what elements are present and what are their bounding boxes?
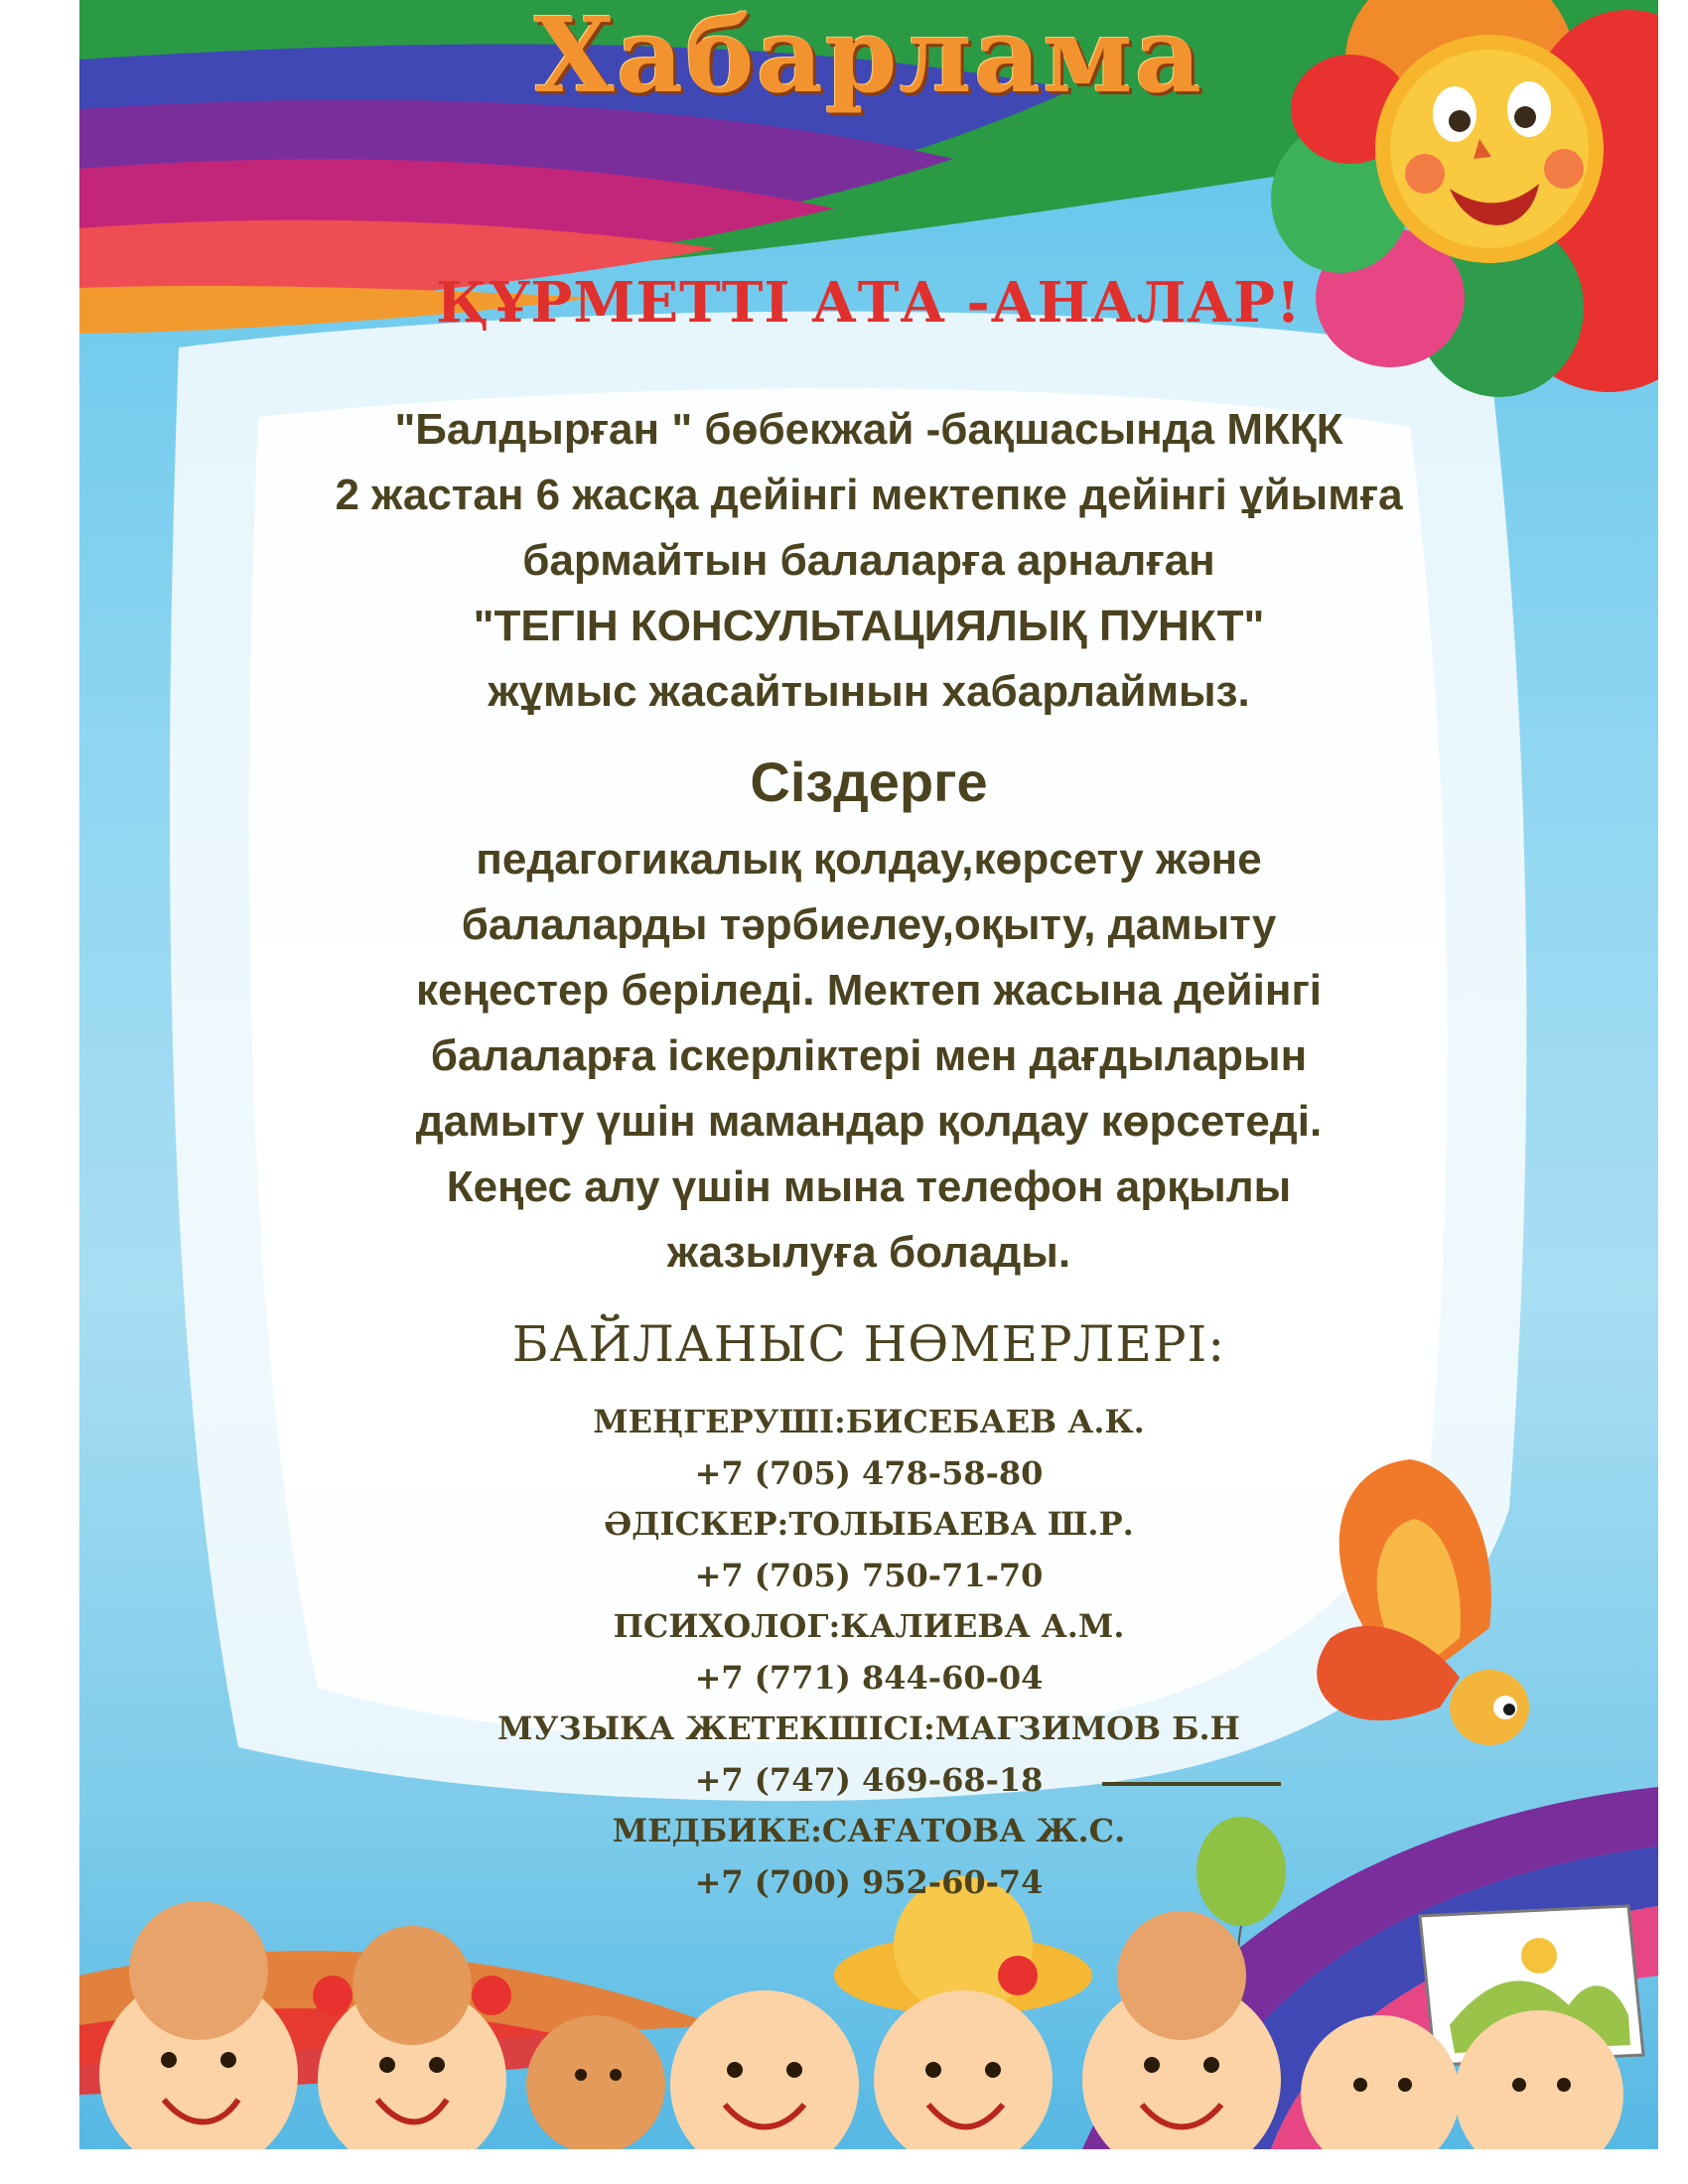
intro-line: "Балдырған " бөбекжай -бақшасында МКҚК: [394, 405, 1343, 454]
intro-line: 2 жастан 6 жасқа дейінгі мектепке дейінгі ұйымға: [335, 471, 1403, 519]
contact-role: МЕҢГЕРУШІ:БИСЕБАЕВ А.К.: [593, 1403, 1145, 1440]
poster: [79, 0, 1658, 2149]
contact-role: МУЗЫКА ЖЕТЕКШІСІ:МАГЗИМОВ Б.Н: [497, 1709, 1240, 1747]
intro-paragraph: [199, 397, 1539, 725]
handwritten-underline: [1102, 1782, 1281, 1786]
intro-line: бармайтын балаларға арналған: [522, 536, 1215, 585]
audience-heading: Сіздерге: [750, 751, 988, 813]
contact-role: ӘДІСКЕР:ТОЛЫБАЕВА Ш.Р.: [604, 1505, 1134, 1543]
body-line: педагогикалық қолдау,көрсету және: [476, 835, 1262, 884]
contact-role: МЕДБИКЕ:САҒАТОВА Ж.С.: [612, 1812, 1126, 1849]
contact-role: ПСИХОЛОГ:КАЛИЕВА А.М.: [613, 1607, 1125, 1645]
contact-phone: +7 (771) 844-60-04: [694, 1658, 1044, 1697]
contacts-heading: БАЙЛАНЫС НӨМЕРЛЕРІ:: [511, 1315, 1226, 1373]
body-line: дамыту үшін мамандар қолдау көрсетеді.: [415, 1097, 1323, 1146]
contact-phone: +7 (705) 478-58-80: [694, 1453, 1044, 1492]
contact-phone: +7 (747) 469-68-18: [694, 1760, 1044, 1799]
contact-phone: +7 (705) 750-71-70: [694, 1556, 1044, 1594]
contact-phone: +7 (700) 952-60-74: [694, 1862, 1044, 1901]
intro-line: "ТЕГІН КОНСУЛЬТАЦИЯЛЫҚ ПУНКТ": [473, 602, 1265, 650]
body-line: балаларды тәрбиелеу,оқыту, дамыту: [461, 900, 1277, 949]
body-line: жазылуға болады.: [666, 1228, 1071, 1277]
body-line: кеңестер беріледі. Мектеп жасына дейінгі: [415, 966, 1323, 1015]
body-line: Кеңес алу үшін мына телефон арқылы: [446, 1162, 1292, 1211]
contacts-list: [328, 1397, 1410, 1908]
body-line: балаларға іскерліктері мен дағдыларын: [430, 1031, 1308, 1080]
services-paragraph: [199, 827, 1539, 1286]
poster-title: Хабарлама: [534, 0, 1203, 116]
intro-line: жұмыс жасайтынын хабарлаймыз.: [488, 667, 1250, 716]
greeting-heading: ҚҰРМЕТТІ АТА -АНАЛАР!: [436, 270, 1302, 336]
